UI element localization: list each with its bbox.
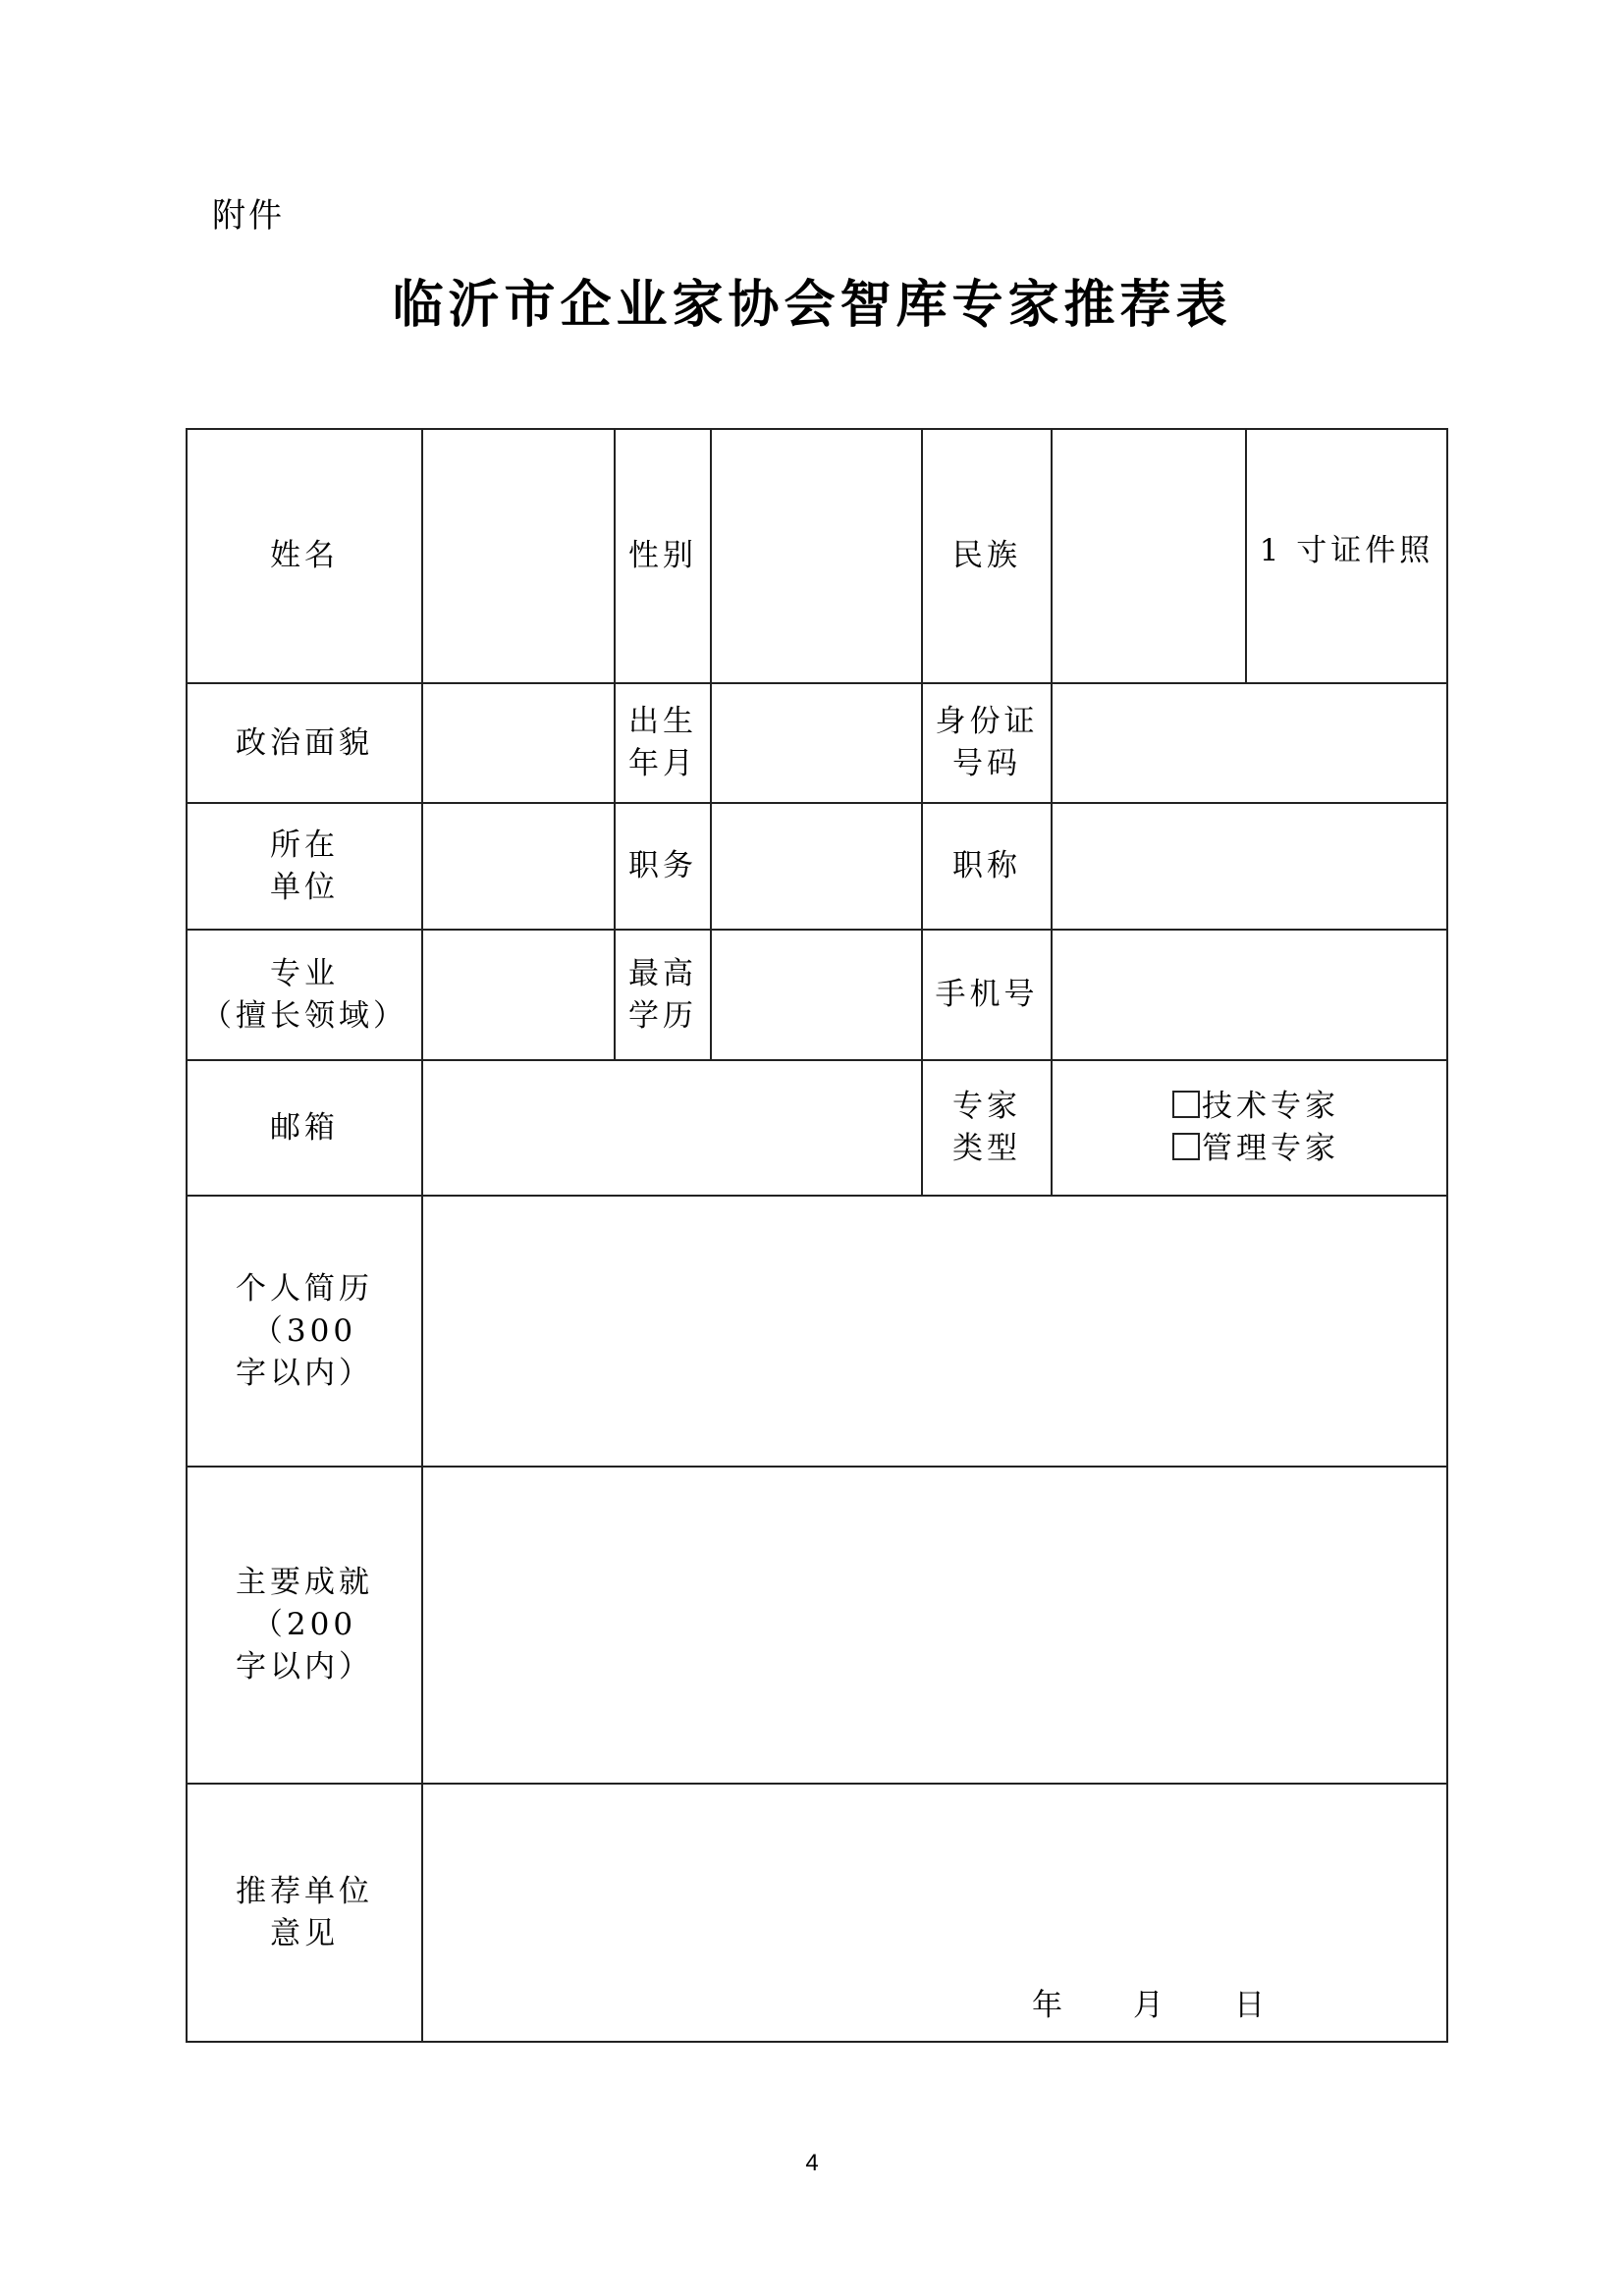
opinion-field[interactable] [422, 1784, 1447, 2042]
position-field[interactable] [711, 803, 922, 930]
date-month: 月 [1133, 1988, 1164, 2023]
specialty-label: 专业 （擅长领域） [187, 930, 422, 1060]
resume-label: 个人简历（300 字以内） [187, 1196, 422, 1467]
id-number-label: 身份证 号码 [922, 683, 1052, 803]
phone-field[interactable] [1052, 930, 1447, 1060]
mgmt-expert-text: 管理专家 [1202, 1131, 1339, 1166]
email-field[interactable] [422, 1060, 922, 1196]
phone-label: 手机号 [922, 930, 1052, 1060]
form-title: 临沂市企业家协会智库专家推荐表 [392, 275, 1232, 335]
recommendation-form [186, 428, 1448, 2043]
expert-type-label: 专家 类型 [922, 1060, 1052, 1196]
mgmt-expert-checkbox[interactable] [1172, 1133, 1200, 1160]
ethnicity-label: 民族 [922, 429, 1052, 683]
name-field[interactable] [422, 429, 615, 683]
resume-field[interactable] [422, 1196, 1447, 1467]
professional-title-label: 职称 [922, 803, 1052, 930]
education-label: 最高 学历 [615, 930, 711, 1060]
mgmt-expert-option[interactable] [1172, 1128, 1446, 1170]
political-status-field[interactable] [422, 683, 615, 803]
attachment-label: 附件 [212, 196, 285, 236]
professional-title-field[interactable] [1052, 803, 1447, 930]
date-day: 日 [1234, 1988, 1265, 2023]
birth-date-label: 出生 年月 [615, 683, 711, 803]
education-field[interactable] [711, 930, 922, 1060]
achievements-label: 主要成就（200 字以内） [187, 1467, 422, 1784]
photo-placeholder[interactable]: 1 寸证件照 [1246, 429, 1447, 683]
date-year: 年 [1032, 1988, 1062, 2023]
name-label: 姓名 [187, 429, 422, 683]
birth-date-field[interactable] [711, 683, 922, 803]
tech-expert-option[interactable] [1172, 1086, 1446, 1128]
email-label: 邮箱 [187, 1060, 422, 1196]
political-status-label: 政治面貌 [187, 683, 422, 803]
employer-field[interactable] [422, 803, 615, 930]
achievements-field[interactable] [422, 1467, 1447, 1784]
page-number: 4 [805, 2150, 819, 2176]
tech-expert-checkbox[interactable] [1172, 1091, 1200, 1118]
id-number-field[interactable] [1052, 683, 1447, 803]
date-line [1032, 1985, 1265, 2027]
gender-field[interactable] [711, 429, 922, 683]
tech-expert-text: 技术专家 [1202, 1089, 1339, 1124]
opinion-label: 推荐单位 意见 [187, 1784, 422, 2042]
employer-label: 所在 单位 [187, 803, 422, 930]
ethnicity-field[interactable] [1052, 429, 1246, 683]
specialty-field[interactable] [422, 930, 615, 1060]
gender-label: 性别 [615, 429, 711, 683]
position-label: 职务 [615, 803, 711, 930]
expert-type-options [1052, 1060, 1447, 1196]
